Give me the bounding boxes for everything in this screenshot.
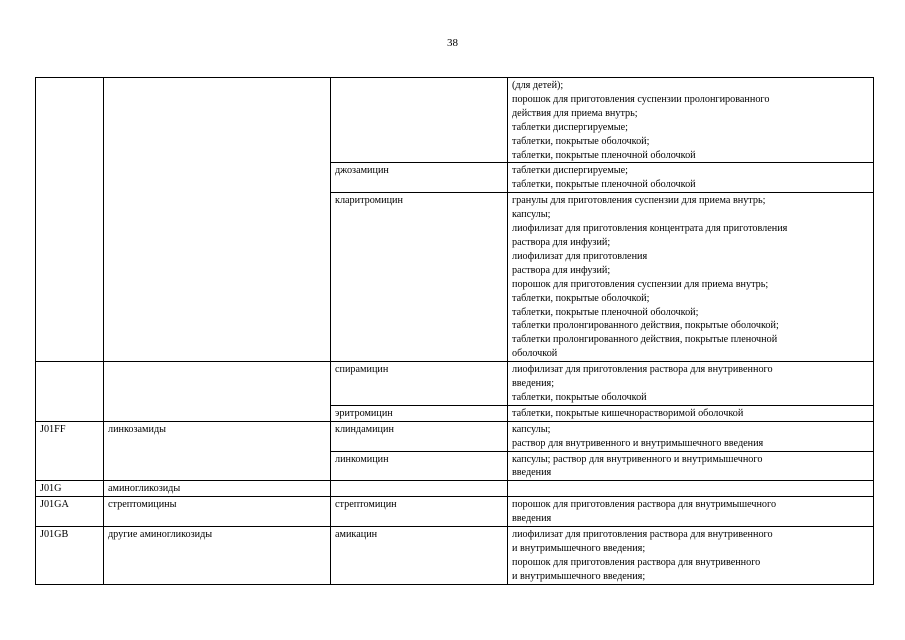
group-name-cell: стрептомицины [104,497,331,527]
dosage-forms-cell [508,163,874,193]
substance-cell: линкомицин [331,451,508,481]
dosage-form-line: лиофилизат для приготовления [512,250,648,262]
table-row [36,421,874,451]
dosage-form-line: таблетки, покрытые кишечнорастворимой оболочкой [512,407,744,419]
dosage-form-line: раствора для инфузий; [512,236,611,248]
atc-code-cell: J01GA [36,497,104,527]
substance-cell: кларитромицин [331,193,508,362]
dosage-form-line: введения; [512,378,555,390]
atc-code-cell: J01GB [36,527,104,585]
dosage-form-line: лиофилизат для приготовления концентрата для приготовления [512,223,788,235]
dosage-form-line: действия для приема внутрь; [512,107,638,119]
dosage-forms-cell [508,481,874,497]
dosage-form-line: порошок для приготовления раствора для внутривенного [512,556,761,568]
dosage-form-line: введения [512,513,552,525]
table-row [36,78,874,163]
group-name-cell [104,78,331,362]
dosage-form-line: капсулы; раствор для внутривенного и внутримышечного [512,453,763,465]
dosage-form-line: порошок для приготовления суспензии пролонгированного [512,93,770,105]
table-row [36,362,874,406]
table-row [36,527,874,585]
dosage-forms-cell [508,193,874,362]
dosage-form-line: таблетки, покрытые оболочкой [512,391,647,403]
dosage-form-line: и внутримышечного введения; [512,570,646,582]
dosage-form-line: таблетки, покрытые пленочной оболочкой; [512,306,699,318]
dosage-form-line: порошок для приготовления суспензии для приема внутрь; [512,278,769,290]
dosage-form-line: таблетки пролонгированного действия, покрытые оболочкой; [512,320,779,332]
substance-cell: стрептомицин [331,497,508,527]
dosage-form-line: гранулы для приготовления суспензии для приема внутрь; [512,195,766,207]
substance-cell: эритромицин [331,405,508,421]
atc-code-cell: J01FF [36,421,104,481]
table-row [36,497,874,527]
dosage-form-line: таблетки, покрытые пленочной оболочкой [512,149,696,161]
dosage-forms-cell [508,405,874,421]
group-name-cell: линкозамиды [104,421,331,481]
table-row [36,481,874,497]
dosage-form-line: таблетки, покрытые оболочкой; [512,135,650,147]
dosage-forms-cell [508,497,874,527]
dosage-form-line: введения [512,467,552,479]
dosage-form-line: капсулы; [512,209,551,221]
dosage-form-line: лиофилизат для приготовления раствора для внутривенного [512,529,773,541]
dosage-form-line: таблетки диспергируемые; [512,165,628,177]
substance-cell: спирамицин [331,362,508,406]
group-name-cell [104,362,331,422]
dosage-forms-cell [508,527,874,585]
substance-cell [331,481,508,497]
dosage-forms-cell [508,451,874,481]
dosage-form-line: (для детей); [512,80,564,91]
atc-code-cell: J01G [36,481,104,497]
dosage-form-line: таблетки, покрытые оболочкой; [512,292,650,304]
substance-cell: клиндамицин [331,421,508,451]
dosage-form-line: таблетки диспергируемые; [512,121,628,133]
group-name-cell: другие аминогликозиды [104,527,331,585]
dosage-form-line: раствора для инфузий; [512,264,611,276]
atc-code-cell [36,362,104,422]
substance-cell: амикацин [331,527,508,585]
dosage-form-line: таблетки, покрытые пленочной оболочкой [512,179,696,191]
dosage-forms-cell [508,421,874,451]
dosage-form-line: и внутримышечного введения; [512,543,646,554]
substance-cell [331,78,508,163]
dosage-forms-cell [508,78,874,163]
dosage-form-line: капсулы; [512,423,551,435]
dosage-form-line: порошок для приготовления раствора для внутримышечного [512,499,777,511]
drug-table [35,77,874,585]
group-name-cell: аминогликозиды [104,481,331,497]
page-number: 38 [447,37,458,49]
atc-code-cell [36,78,104,362]
dosage-forms-cell [508,362,874,406]
substance-cell: джозамицин [331,163,508,193]
dosage-form-line: таблетки пролонгированного действия, покрытые пленочной [512,334,778,346]
dosage-form-line: оболочкой [512,348,558,360]
dosage-form-line: раствор для внутривенного и внутримышечного введения [512,437,764,449]
dosage-form-line: лиофилизат для приготовления раствора для внутривенного [512,364,773,376]
